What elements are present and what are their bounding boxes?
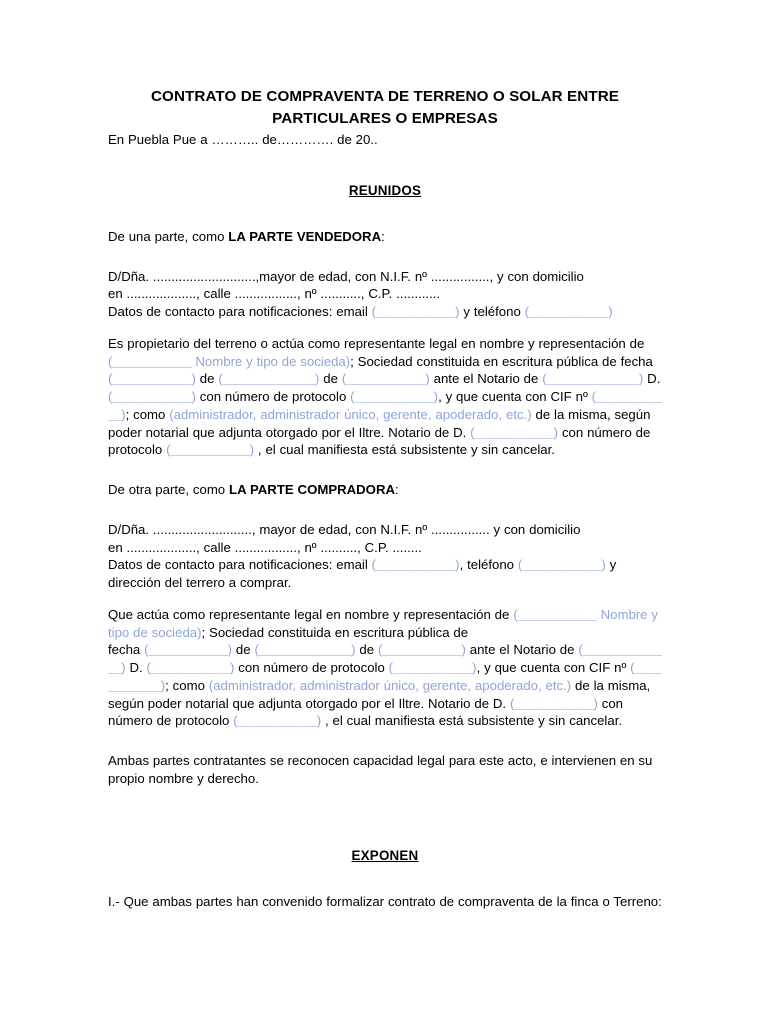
buyer-role-hint: (administrador, administrador único, gerente, apoderado, etc.) [208, 677, 572, 693]
buyer-deed-year-field[interactable]: (＿＿＿＿＿＿) [377, 642, 466, 658]
seller-identity-line-2: en ..................., calle ................., nº ..........., C.P. ............ [108, 286, 441, 302]
seller-role-hint: (administrador, administrador único, gerente, apoderado, etc.) [169, 406, 532, 422]
seller-notary2-field[interactable]: (＿＿＿＿＿＿) [470, 424, 559, 440]
buyer-rep-after-company: ; Sociedad constituida en escritura pública de [201, 624, 469, 640]
seller-intro-prefix: De una parte, como [108, 228, 229, 244]
buyer-notary-label: ante el Notario de [465, 642, 579, 658]
buyer-protocol-field[interactable]: (＿＿＿＿＿＿) [388, 660, 477, 676]
seller-deed-year-field[interactable]: (＿＿＿＿＿＿) [341, 371, 430, 387]
buyer-protocol-label: con número de protocolo [234, 660, 389, 676]
seller-rep-intro: Es propietario del terreno o actúa como representante legal en nombre y representación de [108, 335, 645, 351]
seller-protocol2-field[interactable]: (＿＿＿＿＿＿) [166, 442, 255, 458]
seller-deed-day-field[interactable]: (＿＿＿＿＿＿) [108, 371, 196, 387]
document-content [108, 86, 662, 910]
seller-email-field[interactable]: (＿＿＿＿＿＿) [371, 304, 460, 320]
seller-misma-text: de la misma, según poder notarial que adjunta otorgado por el Iltre. Notario de D. [108, 406, 651, 440]
seller-deed-month-field[interactable]: (＿＿＿＿＿＿＿) [218, 371, 320, 387]
buyer-d-label: D. [125, 660, 147, 676]
section-heading-reunidos: REUNIDOS [348, 182, 422, 198]
buyer-rep-intro: Que actúa como representante legal en nombre y representación de [108, 606, 514, 622]
seller-rep-after-company: ; Sociedad constituida en escritura pública de fecha [350, 353, 653, 369]
capacity-paragraph: Ambas partes contratantes se reconocen capacidad legal para este acto, e intervienen en su propio nombre y derecho. [108, 753, 653, 786]
buyer-intro [108, 481, 662, 499]
buyer-de-2: de [355, 642, 378, 658]
seller-contact-line [108, 303, 662, 321]
buyer-de-1: de [232, 642, 255, 658]
buyer-representation-paragraph [108, 606, 662, 730]
buyer-contact-tail: y dirección del terrero a comprar. [108, 557, 617, 591]
buyer-email-field[interactable]: (＿＿＿＿＿＿) [371, 557, 460, 573]
buyer-fecha-label: fecha [108, 642, 145, 658]
buyer-rep-tail: , el cual manifiesta está subsistente y sin cancelar. [321, 713, 623, 729]
seller-notary-place-field[interactable]: (＿＿＿＿＿＿＿) [542, 371, 644, 387]
seller-company-hint: Nombre y tipo de socieda) [191, 353, 351, 369]
buyer-identity-line-2: en ..................., calle ................., nº .........., C.P. ........ [108, 539, 422, 555]
page-title: CONTRATO DE COMPRAVENTA DE TERRENO O SOLAR ENTRE PARTICULARES O EMPRESAS [150, 88, 620, 127]
buyer-contact-line [108, 556, 662, 592]
seller-cif-field[interactable]: (＿＿＿＿＿＿) [108, 389, 662, 422]
seller-protocol-label: con número de protocolo [195, 389, 351, 405]
buyer-misma-text: de la misma, según poder notarial que adjunta otorgado por el Iltre. Notario de D. [108, 677, 651, 711]
seller-protocol-field[interactable]: (＿＿＿＿＿＿) [350, 389, 439, 405]
seller-como-label: ; como [125, 406, 170, 422]
buyer-notary2-field[interactable]: (＿＿＿＿＿＿) [509, 695, 598, 711]
buyer-cif-field[interactable]: (＿＿＿＿＿＿) [108, 660, 661, 693]
buyer-cif-label: , y que cuenta con CIF nº [476, 660, 631, 676]
buyer-intro-role: LA PARTE COMPRADORA [229, 482, 395, 498]
buyer-deed-day-field[interactable]: (＿＿＿＿＿＿) [144, 642, 233, 658]
buyer-como-label: ; como [165, 677, 209, 693]
buyer-company-hint: Nombre y tipo de socieda) [108, 606, 658, 640]
buyer-intro-suffix: : [395, 482, 399, 498]
buyer-deed-month-field[interactable]: (＿＿＿＿＿＿＿) [254, 642, 356, 658]
buyer-contact-label: Datos de contacto para notificaciones: email [108, 557, 372, 573]
seller-d-label: D. [643, 371, 661, 387]
seller-de-2: de [319, 371, 342, 387]
buyer-protocol2-field[interactable]: (＿＿＿＿＿＿) [233, 713, 322, 729]
buyer-protocol2-label: con número de protocolo [108, 695, 624, 729]
seller-protocol2-label: con número de protocolo [108, 424, 651, 458]
buyer-phone-field[interactable]: (＿＿＿＿＿＿) [517, 557, 606, 573]
seller-notary-name-field[interactable]: (＿＿＿＿＿＿) [108, 389, 196, 405]
seller-intro-role: LA PARTE VENDEDORA [228, 228, 382, 244]
buyer-contact-middle: , teléfono [459, 557, 518, 573]
buyer-notary-name-field[interactable]: (＿＿＿＿＿＿) [146, 660, 235, 676]
seller-rep-tail: , el cual manifiesta está subsistente y sin cancelar. [254, 442, 555, 458]
seller-contact-middle: y teléfono [459, 304, 525, 320]
seller-phone-field[interactable]: (＿＿＿＿＿＿) [524, 304, 613, 320]
buyer-intro-prefix: De otra parte, como [108, 482, 230, 498]
section-heading-exponen: EXPONEN [351, 847, 419, 863]
seller-notary-label: ante el Notario de [429, 371, 543, 387]
seller-company-field[interactable]: (＿＿＿＿＿＿ [108, 353, 192, 369]
seller-intro [108, 228, 662, 246]
seller-contact-label: Datos de contacto para notificaciones: email [108, 304, 372, 320]
seller-intro-suffix: : [381, 228, 385, 244]
seller-identity-line-1: D/Dña. ............................,mayor de edad, con N.I.F. nº ................, y con domicilio [108, 268, 584, 284]
seller-de-1: de [195, 371, 219, 387]
seller-representation-paragraph [108, 335, 662, 459]
exponen-item-1: I.- Que ambas partes han convenido formalizar contrato de compraventa de la finca o Terreno: [108, 893, 662, 909]
date-place-line: En Puebla Pue a ……….. de…………. de 20.. [108, 132, 378, 148]
buyer-notary-place-field[interactable]: (＿＿＿＿＿＿＿) [108, 642, 662, 676]
buyer-identity-line-1: D/Dña. ..........................., mayor de edad, con N.I.F. nº ................ y con domicilio [108, 521, 581, 537]
buyer-company-field[interactable]: (＿＿＿＿＿＿ [513, 606, 597, 622]
seller-cif-label: , y que cuenta con CIF nº [438, 389, 592, 405]
